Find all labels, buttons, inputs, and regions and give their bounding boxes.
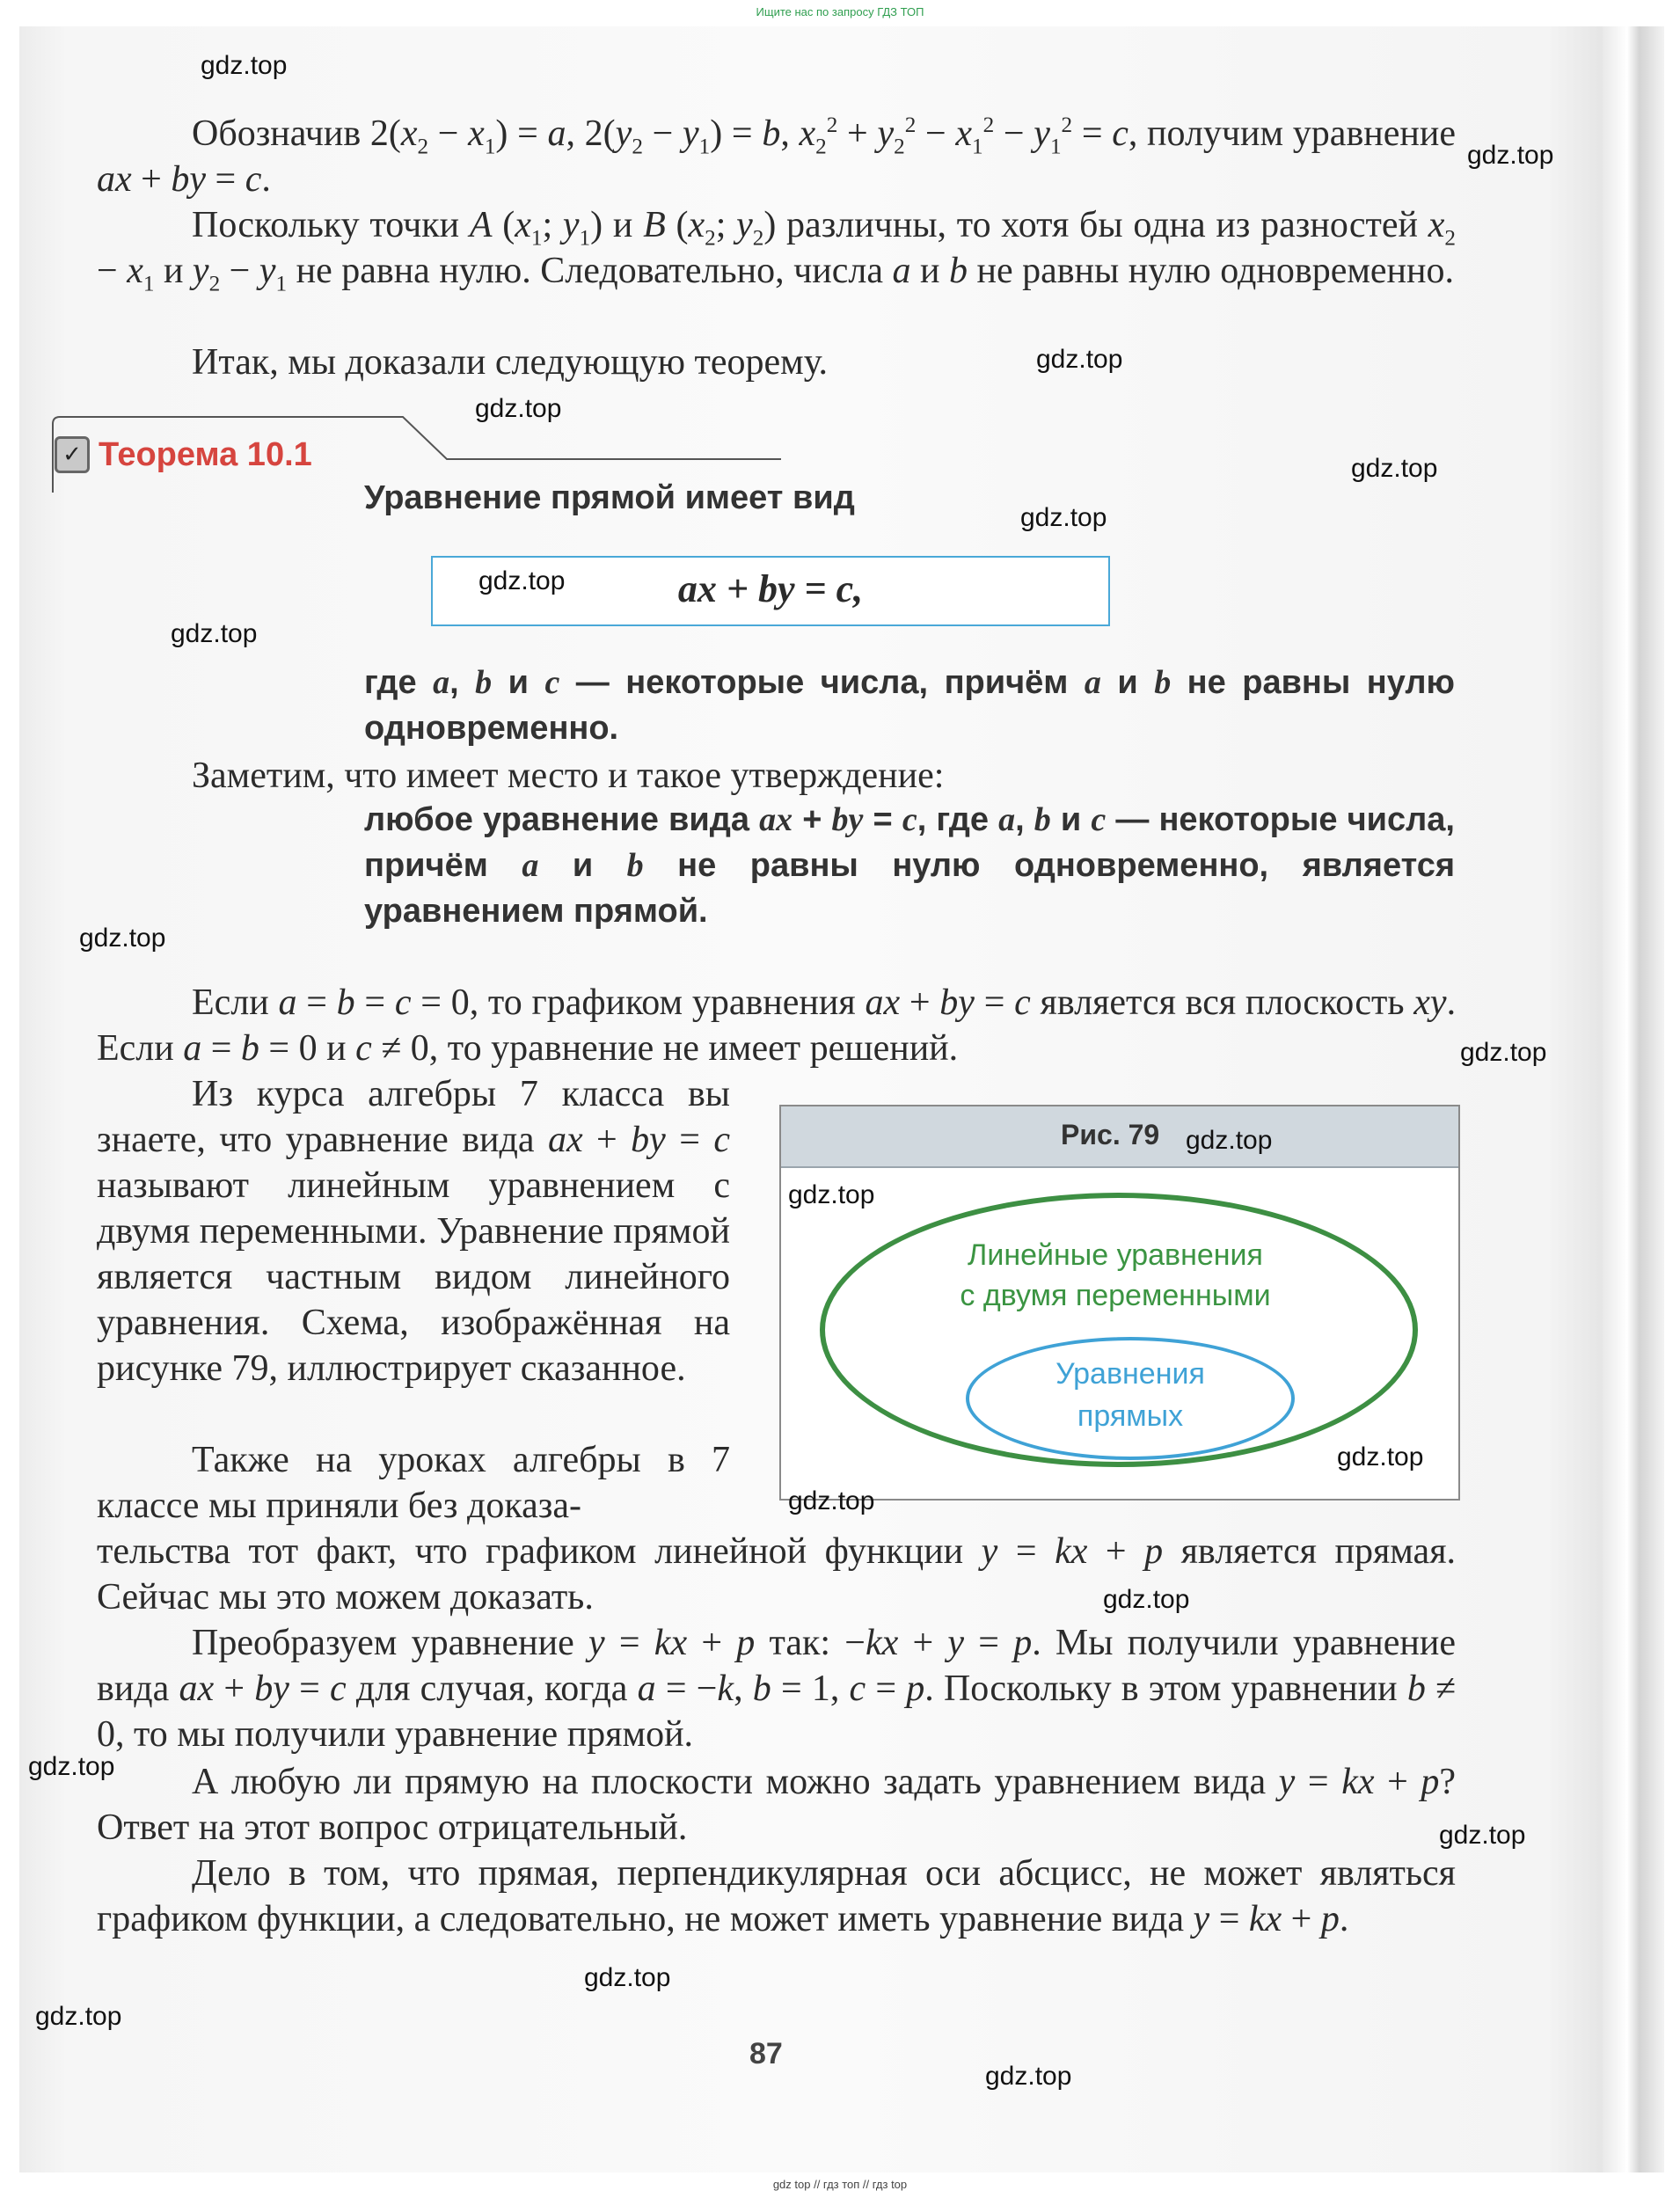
check-icon: ✓ — [55, 436, 90, 473]
watermark: gdz.top — [1103, 1585, 1190, 1614]
watermark: gdz.top — [28, 1752, 115, 1781]
paragraph-lessons-b: тельства тот факт, что графиком линейной функции y = kx + p является прямая. Сейчас мы это можем доказать. — [97, 1531, 1457, 1617]
theorem-line-2: где a, b и c — некоторые числа, причём a и b не равны нулю одновременно. — [364, 664, 1455, 747]
paragraph-notation: Обозначив $2(x_2 - x_1) = a$, $2(y_2 - y_1) = b$, $x_2^2 + y_2^2 - x_1^2 - y_1^2 = c$, получим уравнение ax + by = c. — [97, 113, 1456, 200]
theorem-title: Теорема 10.1 — [99, 436, 312, 473]
watermark: gdz.top — [1186, 1126, 1273, 1155]
watermark: gdz.top — [788, 1180, 875, 1209]
watermark: gdz.top — [475, 394, 562, 423]
paragraph-text: Заметим, что имеет место и такое утверждение: — [192, 756, 945, 796]
line-equations-label — [992, 1353, 1268, 1437]
watermark: gdz.top — [1020, 503, 1107, 532]
watermark: gdz.top — [171, 619, 258, 648]
linear-equations-label — [887, 1235, 1344, 1316]
watermark: gdz.top — [201, 51, 288, 80]
paragraph-lessons-a — [97, 1437, 730, 1529]
theorem-formula: ax + by = c, — [677, 567, 864, 610]
paragraph-transform: Преобразуем уравнение y = kx + p так: −kx + y = p. Мы получили уравнение вида ax + by = c для случая, когда a = −k, b = 1, c = p. Поскольку в этом уравнении b ≠ 0, то мы получили уравнение прямой. — [97, 1623, 1457, 1755]
watermark: gdz.top — [584, 1963, 671, 1992]
statement-any-equation: любое уравнение вида ax + by = c, где a, b и c — некоторые числа, причём a и b не равны нулю одновременно, является уравнением прямой. — [364, 801, 1455, 930]
watermark: gdz.top — [1439, 1821, 1526, 1850]
watermark: gdz.top — [478, 566, 566, 595]
theorem-line-1: Уравнение прямой имеет вид — [364, 479, 855, 516]
paragraph-question: А любую ли прямую на плоскости можно задать уравнением вида y = kx + p? Ответ на этот вопрос отрицательный. — [97, 1762, 1456, 1848]
bottom-banner[interactable]: gdz top // гдз топ // гдз top — [772, 2178, 908, 2191]
watermark: gdz.top — [1036, 345, 1123, 374]
figure-caption: Рис. 79 — [1061, 1119, 1160, 1150]
watermark: gdz.top — [1460, 1038, 1547, 1067]
outer-label-line-1: Линейные уравнения — [968, 1238, 1263, 1272]
watermark: gdz.top — [79, 924, 166, 953]
paragraph-note — [97, 753, 1456, 799]
paragraph-perpendicular: Дело в том, что прямая, перпендикулярная оси абсцисс, не может являться графиком функции, а следовательно, не может иметь уравнение вида y = kx + p. — [97, 1853, 1456, 1939]
watermark: gdz.top — [1351, 454, 1438, 483]
paragraph-points-distinct: Поскольку точки A ($x_1$; $y_1$) и B ($x_2$; $y_2$) различны, то хотя бы одна из разностей $x_2 - x_1$ и $y_2 - y_1$ не равна нулю. Следовательно, числа a и b не равны нулю одновременно. — [97, 205, 1456, 296]
watermark: gdz.top — [1337, 1442, 1424, 1471]
top-banner[interactable]: Ищите нас по запросу ГДЗ ТОП — [756, 5, 924, 18]
figure-79 — [779, 1105, 1460, 1501]
outer-label-line-2: с двумя переменными — [960, 1279, 1271, 1312]
watermark: gdz.top — [788, 1486, 875, 1515]
paragraph-text: Также на уроках алгебры в 7 классе мы приняли без доказа- — [97, 1440, 730, 1526]
inner-label-line-2: прямых — [1077, 1399, 1184, 1433]
book-spine — [1603, 26, 1664, 2172]
page-number: 87 — [749, 2037, 783, 2070]
watermark: gdz.top — [985, 2062, 1072, 2091]
watermark: gdz.top — [1467, 141, 1554, 170]
paragraph-conclusion — [97, 340, 1456, 385]
paragraph-zero-case: Если a = b = c = 0, то графиком уравнения ax + by = c является вся плоскость xy. Если a = b = 0 и c ≠ 0, то уравнение не имеет решений. — [97, 982, 1457, 1069]
paragraph-text: Итак, мы доказали следующую теорему. — [192, 342, 829, 383]
paragraph-linear-equation: Из курса алгебры 7 класса вы знаете, что уравнение вида ax + by = c называют линейным уравнением с двумя переменными. Уравнение прямой является частным видом линейного уравнения. Схема, изображённая на рисунке 79, иллюстрирует сказанное. — [97, 1074, 730, 1389]
watermark: gdz.top — [35, 2002, 122, 2031]
inner-label-line-1: Уравнения — [1055, 1357, 1205, 1391]
